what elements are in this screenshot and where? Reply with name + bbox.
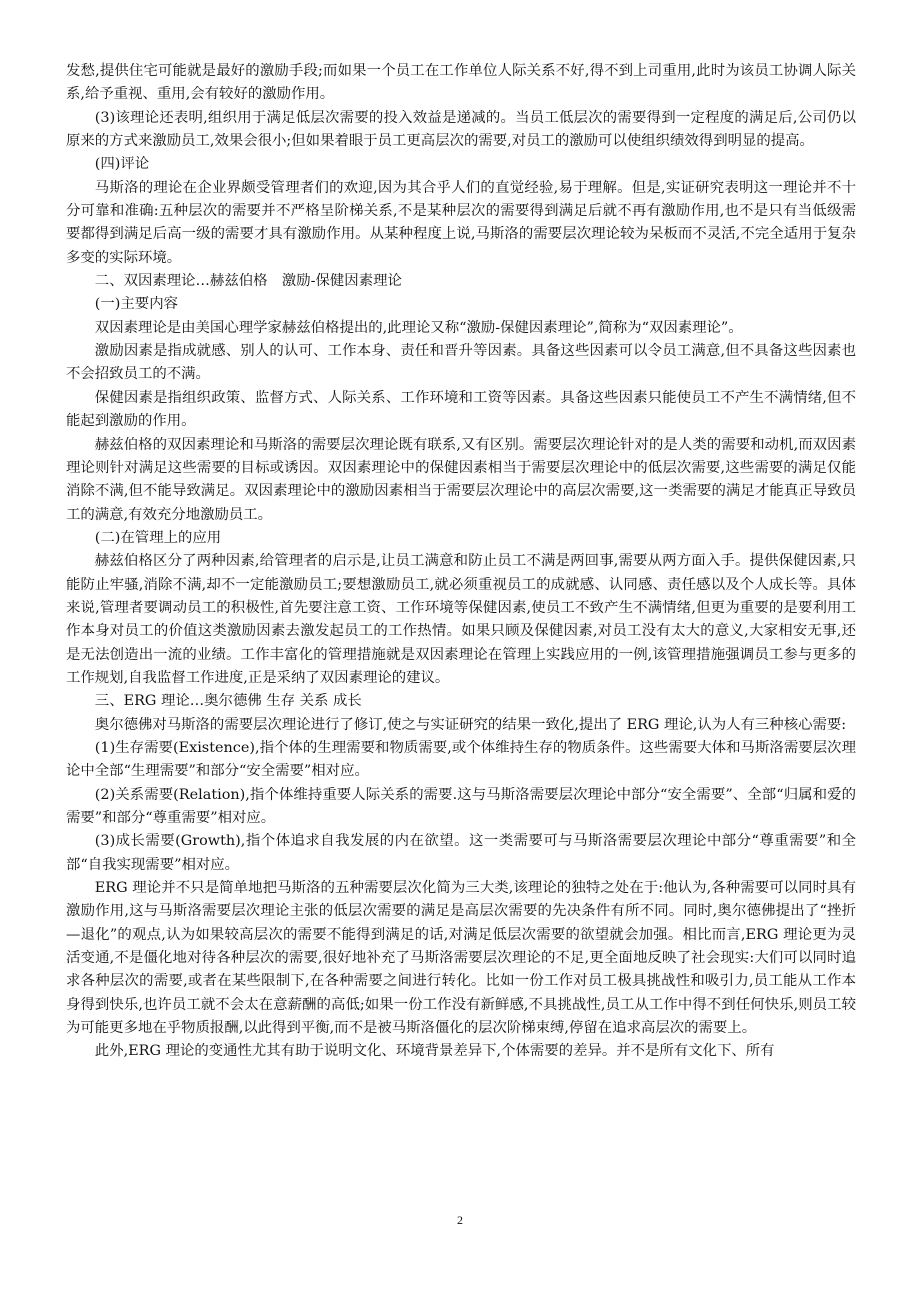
paragraph-motivators: 激励因素是指成就感、别人的认可、工作本身、责任和晋升等因素。具备这些因素可以令员工满意,但不具备这些因素也不会招致员工的不满。 — [66, 343, 856, 383]
paragraph-erg-discussion: ERG 理论并不只是简单地把马斯洛的五种需要层次化简为三大类,该理论的独特之处在于:他认为,各种需要可以同时具有激励作用,这与马斯洛需要层次理论主张的低层次需要的满足是高层次需要的先决条件有所不同。同时,奥尔德佛提出了“挫折—退化”的观点,认为如果较高层次的需要不能得到满足的话,对满足低层次需要的欲望就会加强。相比而言,ERG 理论更为灵活变通,不是僵化地对待各种层次的需要,很好地补充了马斯洛需要层次理论的不足,更全面地反映了社会现实:大们可以同时追求各种层次的需要,或者在某些限制下,在各种需要之间进行转化。比如一份工作对员工极具挑战性和吸引力,员工能从工作本身得到快乐,也许员工就不会太在意薪酬的高低;如果一份工作没有新鲜感,不具挑战性,员工从工作中得不到任何快乐,则员工较为可能更多地在乎物质报酬,以此得到平衡,而不是被马斯洛僵化的层次阶梯束缚,停留在追求高层次的需要上。 — [66, 880, 856, 1037]
paragraph-erg-intro: 奥尔德佛对马斯洛的需要层次理论进行了修订,使之与实证研究的结果一致化,提出了 ERG 理论,认为人有三种核心需要: — [94, 716, 847, 733]
document-body — [66, 60, 856, 1064]
section-heading-two-factor: 二、双因素理论…赫兹伯格 激励-保健因素理论 — [94, 273, 402, 290]
heading-evaluation: (四)评论 — [94, 156, 150, 173]
paragraph-hygiene-factors: 保健因素是指组织政策、监督方式、人际关系、工作环境和工资等因素。具备这些因素只能使员工不产生不满情绪,但不能起到激励的作用。 — [66, 389, 856, 430]
paragraph-relation: (2)关系需要(Relation),指个体维持重要人际关系的需要.这与马斯洛需要层次理论中部分“安全需要”、全部“归属和爱的需要”和部分“尊重需要”相对应。 — [66, 786, 856, 826]
paragraph-existence: (1)生存需要(Existence),指个体的生理需要和物质需要,或个体维持生存的物质条件。这些需要大体和马斯洛需要层次理论中全部“生理需要”和部分“安全需要”相对应。 — [66, 739, 856, 780]
page-number: 2 — [457, 1213, 463, 1227]
paragraph-maslow-evaluation: 马斯洛的理论在企业界颇受管理者们的欢迎,因为其合乎人们的直觉经验,易于理解。但是,实证研究表明这一理论并不十分可靠和准确:五种层次的需要并不严格呈阶梯关系,不是某种层次的需要得到满足后就不再有激励作用,也不是只有当低级需要都得到满足后高一级的需要才具有激励作用。从某种程度上说,马斯洛的需要层次理论较为呆板而不灵活,不完全适用于复杂多变的实际环境。 — [66, 179, 856, 266]
paragraph-diminishing-returns: (3)该理论还表明,组织用于满足低层次需要的投入效益是递减的。当员工低层次的需要得到一定程度的满足后,公司仍以原来的方式来激励员工,效果会很小;但如果着眼于员工更高层次的需要,对员工的激励可以使组织绩效得到明显的提高。 — [66, 109, 856, 150]
paragraph-continuation: 发愁,提供住宅可能就是最好的激励手段;而如果一个员工在工作单位人际关系不好,得不到上司重用,此时为该员工协调人际关系,给予重视、重用,会有较好的激励作用。 — [66, 63, 856, 103]
paragraph-application: 赫兹伯格区分了两种因素,给管理者的启示是,让员工满意和防止员工不满是两回事,需要从两方面入手。提供保健因素,只能防止牢骚,消除不满,却不一定能激励员工;要想激励员工,就必须重视员工的成就感、认同感、责任感以及个人成长等。具体来说,管理者要调动员工的积极性,首先要注意工资、工作环境等保健因素,使员工不致产生不满情绪,但更为重要的是要利用工作本身对员工的价值这类激励因素去激发起员工的工作热情。如果只顾及保健因素,对员工没有太大的意义,大家相安无事,还是无法创造出一流的业绩。工作丰富化的管理措施就是双因素理论在管理上实践应用的一例,该管理措施强调员工参与更多的工作规划,自我监督工作进度,正是采纳了双因素理论的建议。 — [66, 553, 856, 686]
paragraph-growth: (3)成长需要(Growth),指个体追求自我发展的内在欲望。这一类需要可与马斯洛需要层次理论中部分“尊重需要”和全部“自我实现需要”相对应。 — [66, 833, 856, 873]
paragraph-two-factor-intro: 双因素理论是由美国心理学家赫兹伯格提出的,此理论又称“激励-保健因素理论”,简称为“双因素理论”。 — [94, 319, 743, 336]
paragraph-erg-culture: 此外,ERG 理论的变通性尤其有助于说明文化、环境背景差异下,个体需要的差异。并不是所有文化下、所有 — [94, 1043, 775, 1060]
heading-management-application: (二)在管理上的应用 — [94, 529, 222, 546]
heading-main-content: (一)主要内容 — [94, 296, 178, 313]
section-heading-erg: 三、ERG 理论…奥尔德佛 生存 关系 成长 — [94, 693, 362, 710]
paragraph-comparison: 赫兹伯格的双因素理论和马斯洛的需要层次理论既有联系,又有区别。需要层次理论针对的是人类的需要和动机,而双因素理论则针对满足这些需要的目标或诱因。双因素理论中的保健因素相当于需要层次理论中的低层次需要,这些需要的满足仅能消除不满,但不能导致满足。双因素理论中的激励因素相当于需要层次理论中的高层次需要,这一类需要的满足才能真正导致员工的满意,有效充分地激励员工。 — [66, 436, 856, 523]
